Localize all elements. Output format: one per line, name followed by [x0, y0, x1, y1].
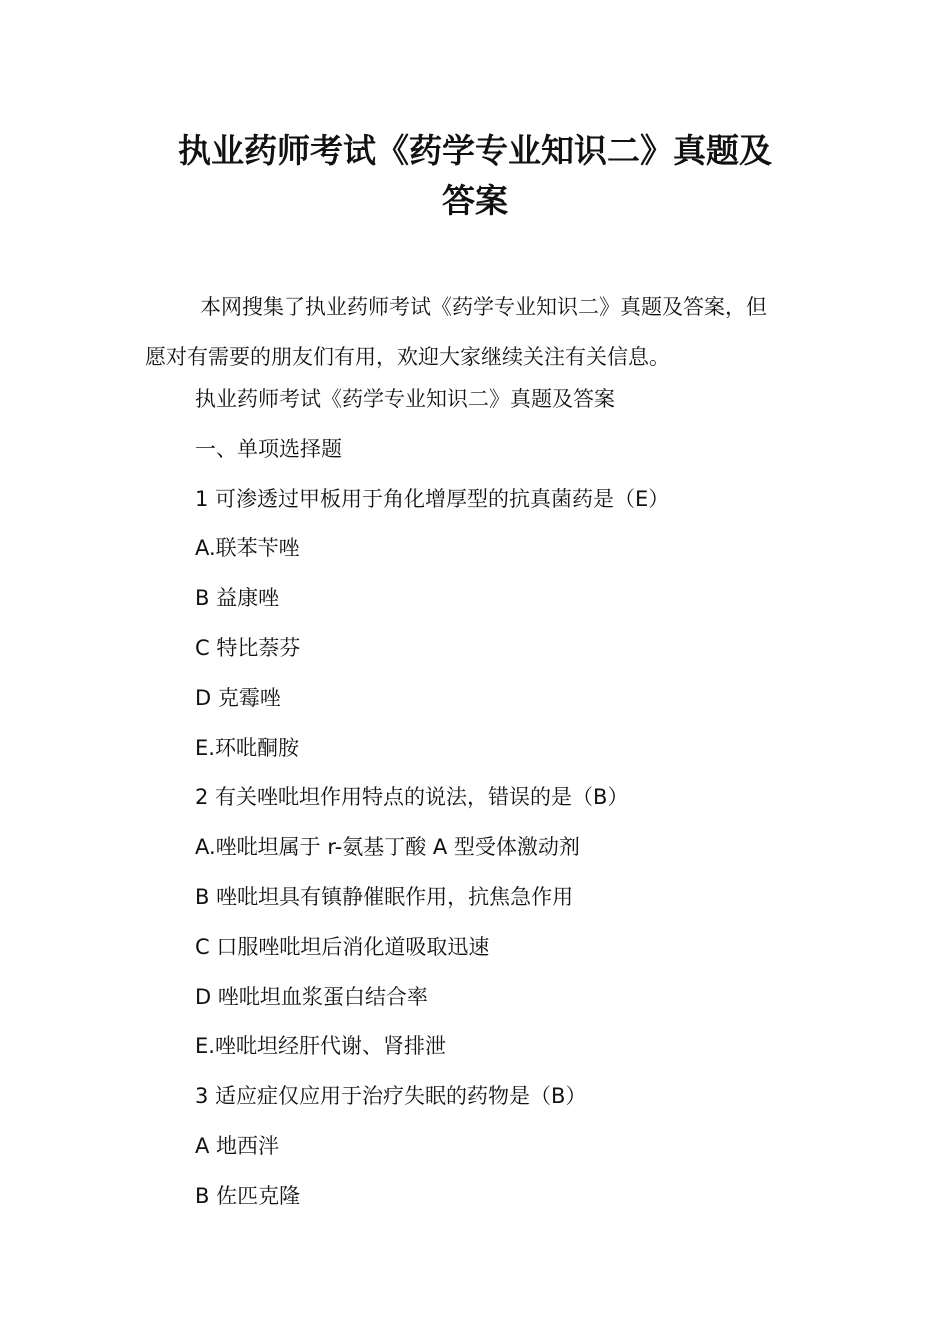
title-line-1: 执业药师考试《药学专业知识二》真题及: [178, 131, 772, 170]
question-1-option-c: C 特比萘芬: [195, 635, 301, 660]
question-1-option-e: E.环吡酮胺: [195, 735, 299, 760]
intro-paragraph: [145, 282, 815, 382]
question-2-option-a: A.唑吡坦属于 r-氨基丁酸 A 型受体激动剂: [195, 835, 580, 860]
question-list: [195, 382, 835, 1229]
question-1: 1 可渗透过甲板用于角化增厚型的抗真菌药是（E）: [195, 486, 670, 511]
question-2-option-d: D 唑吡坦血浆蛋白结合率: [195, 984, 428, 1009]
title-line-2: 答案: [442, 181, 508, 220]
question-2-option-e: E.唑吡坦经肝代谢、肾排泄: [195, 1034, 446, 1059]
intro-line-1: 本网搜集了执业药师考试《药学专业知识二》真题及答案，但: [200, 295, 767, 319]
question-3-option-a: A 地西泮: [195, 1133, 280, 1158]
question-2-option-c: C 口服唑吡坦后消化道吸取迅速: [195, 934, 490, 959]
question-3: 3 适应症仅应用于治疗失眠的药物是（B）: [195, 1084, 587, 1109]
document-title: [120, 126, 830, 226]
question-2-option-b: B 唑吡坦具有镇静催眠作用，抗焦急作用: [195, 884, 574, 909]
question-3-option-b: B 佐匹克隆: [195, 1183, 301, 1208]
question-1-option-b: B 益康唑: [195, 586, 280, 611]
intro-line-2: 愿对有需要的朋友们有用，欢迎大家继续关注有关信息。: [145, 345, 670, 369]
section-subheading: 一、单项选择题: [195, 436, 342, 461]
question-1-option-d: D 克霉唑: [195, 685, 281, 710]
question-2: 2 有关唑吡坦作用特点的说法，错误的是（B）: [195, 785, 629, 810]
question-1-option-a: A.联苯苄唑: [195, 536, 300, 561]
section-heading: 执业药师考试《药学专业知识二》真题及答案: [195, 387, 615, 411]
